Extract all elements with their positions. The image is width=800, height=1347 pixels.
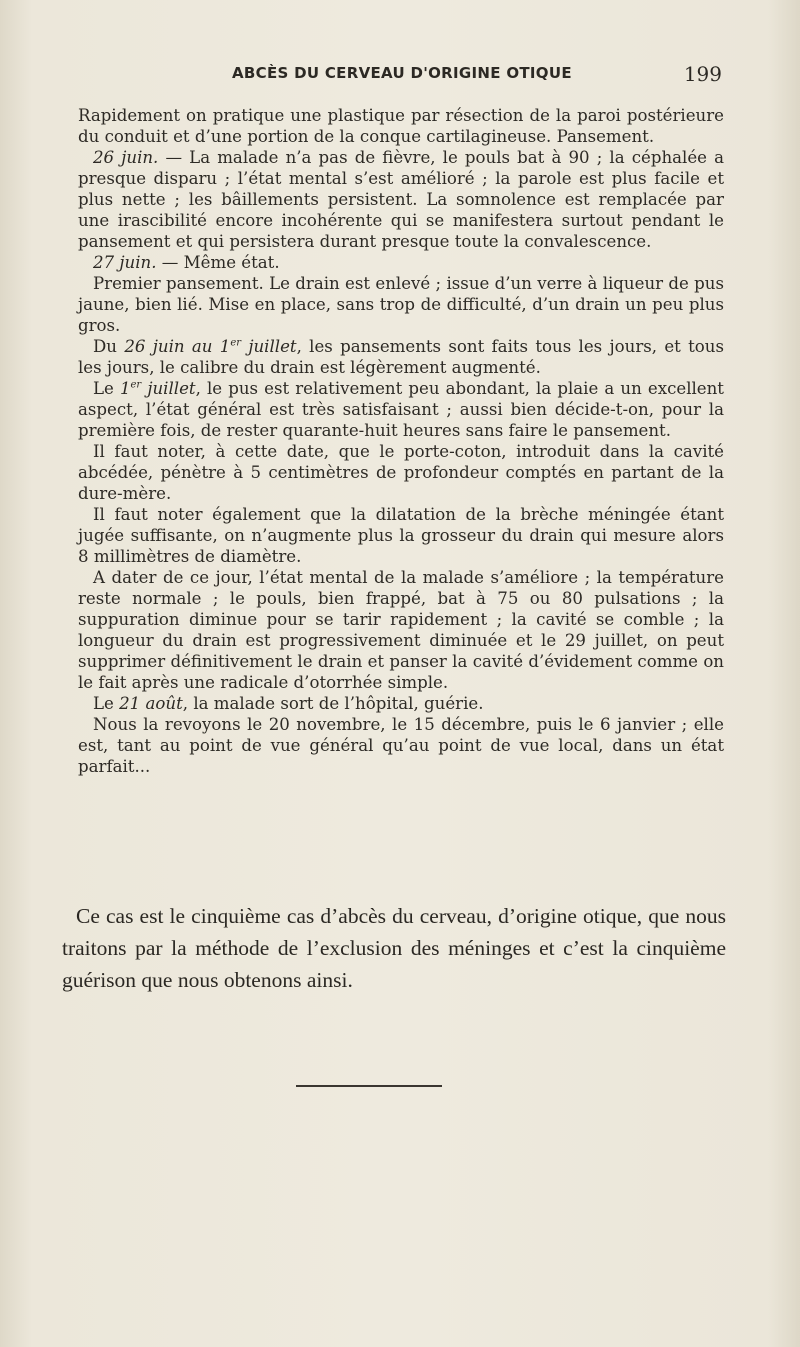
paragraph-8	[78, 504, 724, 567]
paragraph-text: — Même état.	[156, 253, 280, 272]
paragraph-10	[78, 693, 724, 714]
page-header	[78, 62, 722, 88]
paragraph-text: Il faut noter également que la dilatation de la brèche méningée étant jugée suffisante, on n’augmente plus la grosseur du drain qui mesure alors 8 millimètres de diamètre.	[78, 505, 724, 566]
date-suffix: juillet	[241, 337, 297, 356]
paragraph-text: Nous la revoyons le 20 novembre, le 15 décembre, puis le 6 janvier ; elle est, tant au point de vue général qu’au point de vue local, dans un état parfait...	[78, 715, 724, 776]
paragraph-5	[78, 336, 724, 378]
section-divider-rule	[296, 1085, 442, 1087]
date-superscript: er	[230, 337, 242, 349]
conclusion-text: Ce cas est le cinquième cas d’abcès du cerveau, d’origine otique, que nous traitons par la méthode de l’exclusion des méninges et c’est la cinquième guérison que nous obtenons ainsi.	[62, 904, 726, 992]
running-title: ABCÈS DU CERVEAU D'ORIGINE OTIQUE	[232, 64, 572, 82]
paragraph-text: , la malade sort de l’hôpital, guérie.	[182, 694, 484, 713]
date-label: 26 juin au 1	[124, 337, 231, 356]
date-label: 1	[119, 379, 131, 398]
paragraph-text: , le pus est relativement peu abondant, la plaie a un excellent aspect, l’état général est très satisfaisant ; aussi bien décide-t-on, pour la première fois, de rester quarante-huit heures sans faire le pansement.	[78, 379, 724, 440]
date-prefix: Du	[93, 337, 125, 356]
date-prefix: Le	[93, 694, 120, 713]
page-number: 199	[683, 62, 722, 86]
paragraph-text: , les pansements sont faits tous les jours, et tous les jours, le calibre du drain est légèrement augmenté.	[78, 337, 724, 377]
paragraph-1	[78, 105, 724, 147]
body-text	[78, 105, 724, 777]
paragraph-9	[78, 567, 724, 693]
paragraph-text: Rapidement on pratique une plastique par résection de la paroi postérieure du conduit et d’une portion de la conque cartilagineuse. Pansement.	[78, 106, 724, 146]
paragraph-7	[78, 441, 724, 504]
paragraph-text: Il faut noter, à cette date, que le porte-coton, introduit dans la cavité abcédée, pénètre à 5 centimètres de profondeur comptés en partant de la dure-mère.	[78, 442, 724, 503]
date-suffix: juillet	[141, 379, 196, 398]
paragraph-text: A dater de ce jour, l’état mental de la malade s’améliore ; la température reste normale ; le pouls, bien frappé, bat à 75 ou 80 pulsations ; la suppuration diminue pour se tarir rapidement ; la cavité se comble ; la longueur du drain est progressivement diminuée et le 29 juillet, on peut supprimer définitivement le drain et panser la cavité d’évidement comme on le fait après une radicale d’otorrhée simple.	[78, 568, 724, 692]
paragraph-6	[78, 378, 724, 441]
date-superscript: er	[130, 379, 142, 391]
date-label: 27 juin.	[93, 253, 157, 272]
paragraph-11	[78, 714, 724, 777]
date-label: 21 août	[119, 694, 183, 713]
paragraph-3	[78, 252, 724, 273]
conclusion-block	[62, 900, 726, 996]
date-label: 26 juin.	[93, 148, 159, 167]
paragraph-text: — La malade n’a pas de fièvre, le pouls bat à 90 ; la céphalée a presque disparu ; l’état mental s’est amélioré ; la parole est plus facile et plus nette ; les bâillements persistent. La somnolence est remplacée par une irascibilité encore incohérente qui se manifestera surtout pendant le pansement et qui persistera durant presque toute la convalescence.	[78, 148, 724, 251]
paragraph-4	[78, 273, 724, 336]
date-prefix: Le	[93, 379, 120, 398]
paragraph-text: Premier pansement. Le drain est enlevé ; issue d’un verre à liqueur de pus jaune, bien lié. Mise en place, sans trop de difficulté, d’un drain un peu plus gros.	[78, 274, 724, 335]
paragraph-2	[78, 147, 724, 252]
